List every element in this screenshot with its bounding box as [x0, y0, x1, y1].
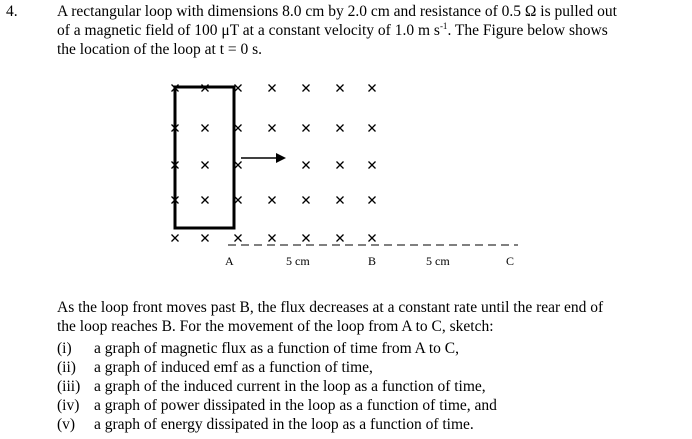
field-cross-mark: [172, 235, 179, 242]
part-number: (ii): [57, 359, 76, 376]
part-text: a graph of magnetic flux as a function of time from A to C,: [94, 340, 460, 357]
part-number: (iv): [57, 397, 80, 414]
field-cross-mark: [202, 162, 209, 169]
part-number: (iii): [57, 378, 81, 395]
question-number: 4.: [6, 3, 18, 20]
field-cross-mark: [235, 85, 242, 92]
field-cross-mark: [235, 235, 242, 242]
field-cross-mark: [269, 197, 276, 204]
field-cross-mark: [369, 162, 376, 169]
list-item: [57, 377, 497, 396]
followup-paragraph: [57, 298, 689, 336]
label-b: B: [368, 254, 377, 268]
field-cross-mark: [202, 197, 209, 204]
field-cross-mark: [303, 85, 310, 92]
field-cross-mark: [303, 162, 310, 169]
intro-line-2: of a magnetic field of 100 μT at a constant velocity of 1.0 m $s^{-1}$. The Figure below shows: [57, 21, 608, 39]
field-cross-mark: [369, 85, 376, 92]
followup-line-2: the loop reaches B. For the movement of the loop from A to C, sketch:: [57, 318, 494, 335]
part-text: a graph of power dissipated in the loop as a function of time, and: [94, 397, 497, 414]
field-cross-mark: [235, 197, 242, 204]
label-a: A: [225, 254, 234, 268]
label-dist-bc: 5 cm: [426, 254, 450, 268]
part-text: a graph of energy dissipated in the loop as a function of time.: [94, 416, 474, 433]
magnetic-field-crosses: [172, 85, 376, 242]
field-cross-mark: [369, 125, 376, 132]
followup-line-1: As the loop front moves past B, the flux decreases at a constant rate until the rear end of: [57, 299, 604, 316]
list-item: [57, 358, 497, 377]
field-cross-mark: [235, 125, 242, 132]
field-cross-mark: [337, 162, 344, 169]
part-text: a graph of induced emf as a function of time,: [94, 359, 373, 376]
part-text: a graph of the induced current in the loop as a function of time,: [94, 378, 486, 395]
list-item: [57, 339, 497, 358]
velocity-arrow: [241, 153, 286, 163]
intro-line-1: A rectangular loop with dimensions 8.0 cm by 2.0 cm and resistance of 0.5 Ω is pulled out: [57, 3, 617, 20]
field-cross-mark: [202, 125, 209, 132]
field-cross-mark: [269, 125, 276, 132]
list-item: [57, 396, 497, 415]
field-cross-mark: [202, 235, 209, 242]
field-cross-mark: [269, 235, 276, 242]
label-dist-ab: 5 cm: [286, 254, 310, 268]
label-c: C: [506, 254, 515, 268]
field-cross-mark: [369, 235, 376, 242]
field-cross-mark: [303, 235, 310, 242]
field-cross-mark: [303, 197, 310, 204]
field-cross-mark: [337, 85, 344, 92]
field-cross-mark: [369, 197, 376, 204]
intro-line-3: the location of the loop at t = 0 s.: [57, 41, 263, 58]
field-cross-mark: [337, 235, 344, 242]
unit-exponent: -1: [439, 21, 448, 31]
list-item: [57, 415, 497, 434]
field-cross-mark: [337, 125, 344, 132]
sketch-parts-list: [57, 339, 497, 434]
part-number: (v): [57, 416, 76, 433]
part-number: (i): [57, 340, 72, 357]
field-cross-mark: [235, 162, 242, 169]
rectangular-loop: [175, 87, 234, 228]
field-cross-mark: [303, 125, 310, 132]
field-cross-mark: [337, 197, 344, 204]
field-cross-mark: [269, 85, 276, 92]
